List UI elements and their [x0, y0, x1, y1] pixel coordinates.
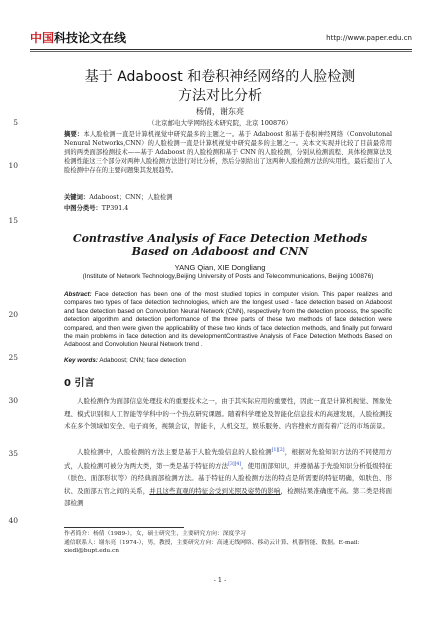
- journal-header: [30, 31, 412, 47]
- header-divider: [30, 49, 412, 50]
- intro-p2-text-2: ，根据对先验知识方法的不同使用方式，人脸检测可被分为两大类，第一类是基于特征的方法: [64, 448, 393, 470]
- intro-p2-text-1: 人脸检测中，人脸检测的方法主要是基于人脸先验信息的人脸检测: [77, 448, 272, 457]
- line-number: 15: [8, 216, 18, 225]
- site-url-link[interactable]: http://www.paper.edu.cn: [326, 34, 412, 42]
- header-divider-thin: [30, 51, 412, 52]
- paper-title-cn-line1: 基于 Adaboost 和卷积神经网络的人脸检测: [84, 69, 356, 85]
- keywords-cn-label: 关键词：: [64, 194, 90, 201]
- classification-cn: [64, 204, 392, 213]
- abstract-cn: [64, 130, 392, 175]
- line-number: 20: [8, 310, 18, 319]
- logo-black-text: 科技论文在线: [54, 31, 127, 45]
- intro-p2-text-4: ，检测结果准确度不高。第二类是将面部检测: [64, 486, 393, 508]
- paper-title-cn-line2: 方法对比分析: [178, 88, 262, 104]
- journal-logo[interactable]: [30, 31, 126, 45]
- abstract-en-label: Abstract:: [64, 291, 92, 298]
- line-number: 35: [8, 449, 18, 458]
- abstract-en: [64, 291, 392, 350]
- line-number: 30: [8, 396, 18, 405]
- abstract-en-text: Face detection has been one of the most studied topics in computer vision. This paper realizes and compares two types of face detection technologies, which are the longest used - face detection based on Adaboost and face detection based on Convolution Neural Network (CNN), respectively from the detection process, the specific detection algorithm and detection performance of the three parts of these two methods of face detection were compared, and then were given the applicability of these two kinds of face detection methods, and finally put forward the main problems in face detection and its developmentContrastive Analysis of Face Detection Methods Based on Adaboost and Convolution Neural Network trend .: [64, 291, 393, 349]
- authors-cn: 杨倩，谢东亮: [196, 107, 244, 116]
- paper-title-en: Contrastive Analysis of Face Detection Methods Based on Adaboost and CNN: [72, 232, 368, 258]
- footnote-divider: [64, 527, 184, 528]
- affiliation-en: (Institute of Network Technology,Beijing University of Posts and Telecommunications, Beijing 100876): [82, 273, 374, 280]
- footnote-contact: 通信联系人：谢东亮（1974-），男，教授，主要研究方向：高速无线网络、移动云计算、机器智能、数据。E-mail: xiedl@bupt.edu.cn: [64, 540, 360, 554]
- line-number: 25: [8, 353, 18, 362]
- intro-paragraph-2: [64, 445, 392, 510]
- keywords-cn: [64, 193, 392, 202]
- affiliation-cn: （北京邮电大学网络技术研究院，北京 100876）: [148, 119, 292, 127]
- intro-p2-text-3: ，使用面部知识，并遵循基于先验知识分析低级特征（肤色、面部形状等）的经典面部检测方法。基于特征的人脸检测方法的特点是所需要的特征明确，如肤色、形状、及面部五官之间的关系，: [64, 461, 393, 495]
- intro-p2-underlined: 并且这些直观的特征会受到光照及姿势的影响: [149, 486, 281, 495]
- page-number: - 1 -: [213, 576, 227, 584]
- abstract-cn-label: 摘要：: [64, 131, 84, 138]
- intro-paragraph-1: 人脸检测作为面部信息处理技术的重要技术之一，由于其实际应用的重要性，因此一直是计算机视觉、图象处理、模式识别和人工智能等学科中的一个热点研究课题。随着科学理论及智能化信息技术的高速发展，人脸检测技术在多个领域如安全、电子商务，视频会议，智能卡，人机交互，娱乐服务、内容搜索方面有着广泛的市场前景。: [64, 397, 392, 430]
- keywords-en: [64, 357, 392, 365]
- line-number: 10: [8, 161, 18, 170]
- keywords-en-text: Adaboost; CNN; face detection: [99, 357, 186, 364]
- keywords-en-label: Key words:: [64, 357, 98, 364]
- classification-label: 中图分类号：: [64, 205, 102, 212]
- citation-link[interactable]: [3][4]: [228, 461, 241, 467]
- section-heading-intro: 0 引言: [64, 378, 95, 389]
- abstract-cn-text: 本人脸检测一直是计算机视觉中研究最多的主题之一。基于 Adaboost 和基于卷积神经网络（Convolutonal Nenural Networks,CNN）的人脸检测一直是计算机视觉中研究最多的主题之一。关本文实现并比较了目前最常用到的两类面部检测技术——基于 Adaboost 的人脸检测和基于 CNN 的人脸检测，分别从检测流程、具体检测算法及检测性能这三个部分对两种人脸检测方法进行对比分析，然后分别给出了这两种人脸检测方法的实用性，最后提出了人脸检测中存在的主要问题集其发展趋势。: [64, 131, 392, 174]
- authors-en: YANG Qian, XIE Dongliang: [174, 263, 266, 272]
- citation-link[interactable]: [1][2]: [271, 448, 285, 453]
- logo-red-text: 中国: [30, 31, 55, 45]
- footnote-author-bio: 作者简介：杨倩（1989-），女，硕士研究生，主要研究方向：深度学习: [64, 531, 246, 537]
- line-number: 5: [13, 118, 18, 127]
- line-number: 40: [8, 516, 18, 525]
- classification-value: TP391.4: [101, 205, 129, 212]
- keywords-cn-text: Adaboost；CNN；人脸检测: [89, 194, 173, 201]
